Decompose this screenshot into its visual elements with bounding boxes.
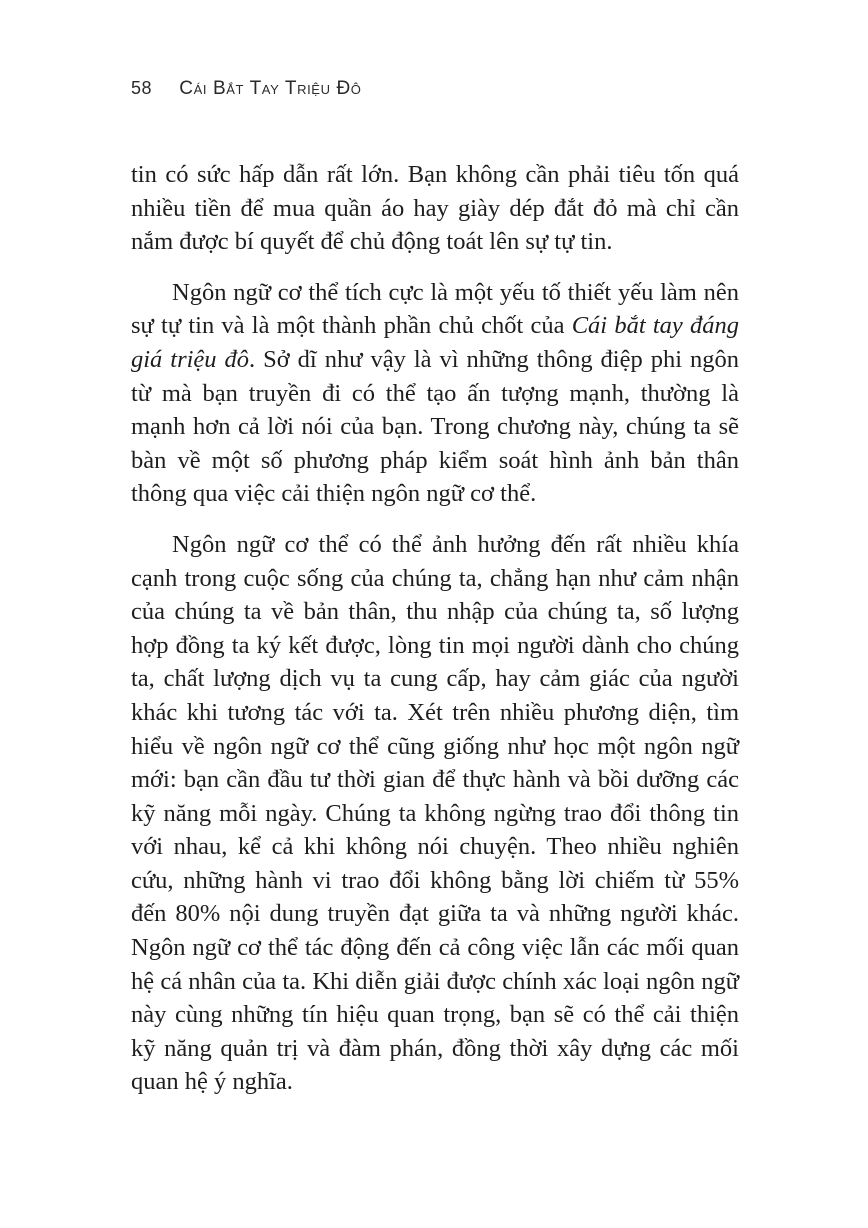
paragraph-1: tin có sức hấp dẫn rất lớn. Bạn không cần phải tiêu tốn quá nhiều tiền để mua quần áo hay giày dép đắt đỏ mà chỉ cần nắm được bí quyết để chủ động toát lên sự tự tin. (131, 161, 739, 256)
italic-book-title: Cái bắt tay đáng giá triệu đô (131, 312, 739, 373)
body-text (131, 158, 739, 1116)
book-title: Cái Bắt Tay Triệu Đô (179, 78, 362, 99)
page-number: 58 (131, 78, 153, 98)
paragraph-2-text-start: Ngôn ngữ cơ thể tích cực là một yếu tố thiết yếu làm nên sự tự tin và là một thành phần chủ chốt của (131, 278, 739, 340)
running-header (131, 76, 361, 101)
paragraph-3: Ngôn ngữ cơ thể có thể ảnh hưởng đến rất nhiều khía cạnh trong cuộc sống của chúng ta, chẳng hạn như cảm nhận của chúng ta về bản thân, thu nhập của chúng ta, số lượng hợp đồng ta ký kết được, lòng tin mọi người dành cho chúng ta, chất lượng dịch vụ ta cung cấp, hay cảm giác của người khác khi tương tác với ta. Xét trên nhiều phương diện, tìm hiểu về ngôn ngữ cơ thể cũng giống như học một ngôn ngữ mới: bạn cần đầu tư thời gian để thực hành và bồi dưỡng các kỹ năng mỗi ngày. Chúng ta không ngừng trao đổi thông tin với nhau, kể cả khi không nói chuyện. Theo nhiều nghiên cứu, những hành vi trao đổi không bằng lời chiếm từ 55% đến 80% nội dung truyền đạt giữa ta và những người khác. Ngôn ngữ cơ thể tác động đến cả công việc lẫn các mối quan hệ cá nhân của ta. Khi diễn giải được chính xác loại ngôn ngữ này cùng những tín hiệu quan trọng, bạn sẽ có thể cải thiện kỹ năng quản trị và đàm phán, đồng thời xây dựng các mối quan hệ ý nghĩa. (131, 530, 739, 1096)
paragraph-2 (131, 276, 739, 511)
paragraph-2-text-end: . Sở dĩ như vậy là vì những thông điệp phi ngôn từ mà bạn truyền đi có thể tạo ấn tượng mạnh, thường là mạnh hơn cả lời nói của bạn. Trong chương này, chúng ta sẽ bàn về một số phương pháp kiểm soát hình ảnh bản thân thông qua việc cải thiện ngôn ngữ cơ thể. (131, 345, 739, 508)
